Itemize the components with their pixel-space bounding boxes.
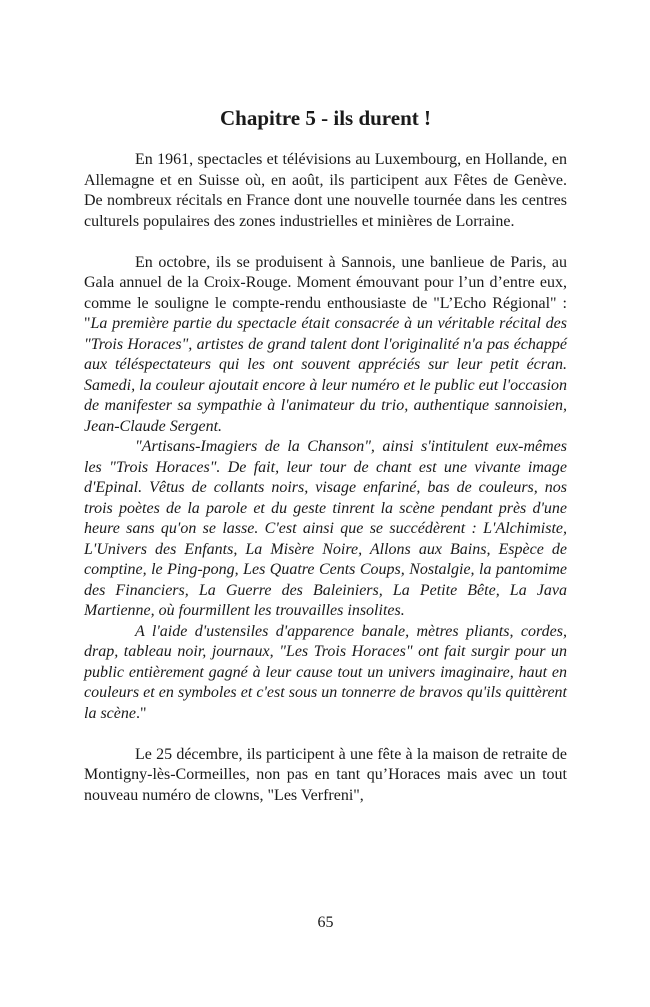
body-text (84, 150, 567, 806)
paragraph-3-quote-text: "Artisans-Imagiers de la Chanson", ainsi s'intitulent eux-mêmes les "Trois Horaces". De fait, leur tour de chant est une vivante image d'Epinal. Vêtus de collants noirs, visage enfariné, bas de couleurs, nos trois poètes de la parole et du geste tinrent la scène pendant près d'une heure sans qu'on se lasse. C'est ainsi que se succédèrent : L'Alchimiste, L'Univers des Enfants, La Misère Noire, Allons aux Bains, Espèce de comptine, le Ping-pong, Les Quatre Cents Coups, Nostalgie, la pantomime des Financiers, La Guerre des Baleiniers, La Petite Bête, La Java Martienne, où fourmillent les trouvailles insolites. (84, 438, 567, 619)
paragraph-1: En 1961, spectacles et télévisions au Luxembourg, en Hollande, en Allemagne et en Suisse où, en août, ils participent aux Fêtes de Genève. De nombreux récitals en France dont une nouvelle tournée dans les centres culturels populaires des zones industrielles et minières de Lorraine. (84, 151, 567, 230)
paragraph-2 (84, 253, 567, 438)
paragraph-3-quote (84, 437, 567, 622)
book-page (84, 0, 567, 1007)
paragraph-4-end: ." (135, 704, 147, 722)
paragraph-2-intro: En octobre, ils se produisent à Sannois, une banlieue de Paris, au Gala annuel de la Croix-Rouge. Moment émouvant pour l’un d’entre eux, comme le souligne le compte-rendu enthousiaste de "L’Echo Régional" : " (84, 253, 567, 332)
paragraph-4-quote (84, 622, 567, 725)
paragraph-2-quote: La première partie du spectacle était consacrée à un véritable récital des "Trois Horaces", artistes de grand talent dont l'originalité n'a pas échappé aux téléspectateurs qui les ont souvent appréciés sur leur petit écran. Samedi, la couleur ajoutait encore à leur numéro et le public eut l'occasion de manifester sa sympathie à l'animateur du trio, authentique sannoisien, Jean-Claude Sergent. (84, 315, 567, 435)
page-number: 65 (317, 914, 334, 931)
paragraph-4-quote-text: A l'aide d'ustensiles d'apparence banale, mètres pliants, cordes, drap, tableau noir, journaux, "Les Trois Horaces" ont fait surgir pour un public entièrement gagné à leur cause tout un univers imaginaire, haut en couleurs et en symboles et c'est sous un tonnerre de bravos qu'ils quittèrent la scène (84, 622, 567, 722)
chapter-title: Chapitre 5 - ils durent ! (220, 106, 431, 130)
paragraph-5: Le 25 décembre, ils participent à une fête à la maison de retraite de Montigny-lès-Cormeilles, non pas en tant qu’Horaces mais avec un tout nouveau numéro de clowns, "Les Verfreni", (84, 745, 567, 804)
